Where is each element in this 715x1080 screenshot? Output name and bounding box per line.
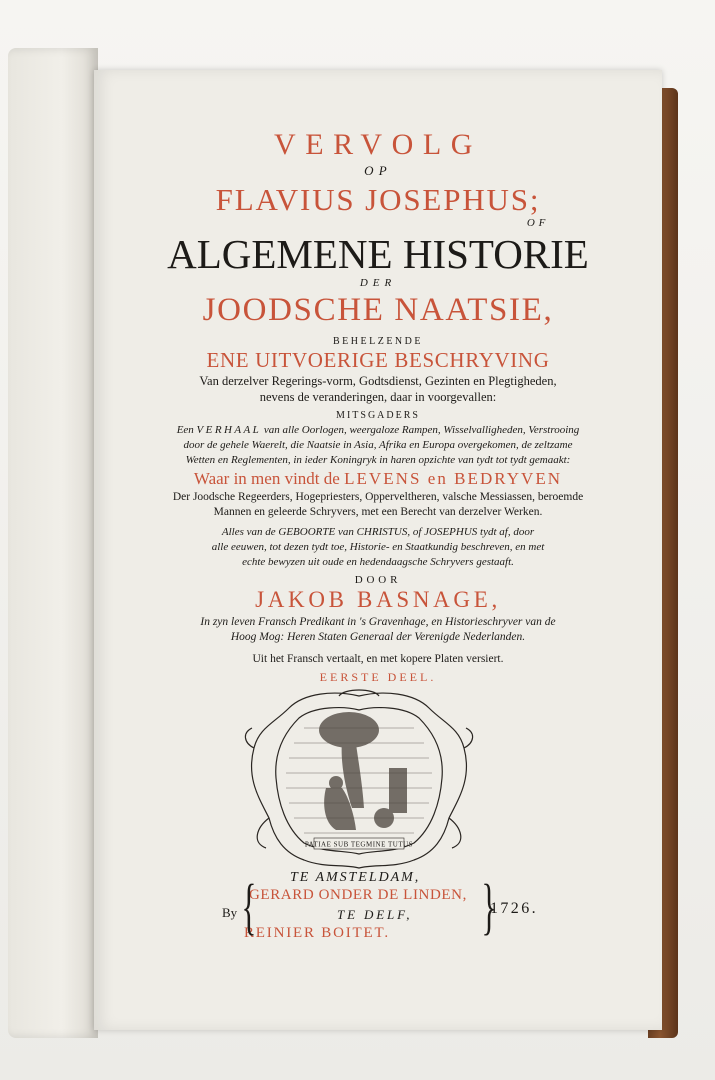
left-brace: { xyxy=(241,873,257,941)
verhaal-line xyxy=(94,424,662,436)
verhaal-line-2: door de gehele Waerelt, die Naatsie in Asia, Afrika en Europa overgekomen, de zeltzame xyxy=(183,439,573,451)
title-vervolg: VERVOLG xyxy=(273,128,483,161)
geboorte-line-1: Alles van de GEBOORTE van CHRISTUS, of JOSEPHUS tydt af, door xyxy=(221,526,535,538)
subtitle-line-2: nevens de veranderingen, daar in voorgevallen: xyxy=(259,390,497,404)
subtitle-line-1: Van derzelver Regerings-vorm, Godtsdienst, Gezinten en Plegtigheden, xyxy=(199,374,557,388)
geboorte-line-2: alle eeuwen, tot dezen tydt toe, Historie- en Staatkundig beschreven, en met xyxy=(211,541,545,553)
levens-line xyxy=(94,469,662,489)
title-page xyxy=(94,70,662,1030)
left-page xyxy=(8,48,98,1038)
title-der: DER xyxy=(359,277,397,289)
imprint-city-amsterdam: TE AMSTELDAM, xyxy=(290,870,421,885)
verhaal-prefix: Een xyxy=(176,424,194,436)
title-behelzende: BEHELZENDE xyxy=(333,336,423,347)
title-mitsgaders: MITSGADERS xyxy=(336,410,420,421)
levens-bedryven: LEVENS en BEDRYVEN xyxy=(344,469,563,488)
imprint-city-delf: TE DELF, xyxy=(337,907,413,922)
title-beschryving: ENE UITVOERIGE BESCHRYVING xyxy=(206,348,550,372)
title-op: OP xyxy=(364,163,392,178)
geboorte-line-3: echte bewyzen uit oude en hedendaagsche Schryvers gestaaft. xyxy=(242,556,514,568)
author-description-1: In zyn leven Fransch Predikant in 's Gravenhage, en Historieschryver van de xyxy=(200,616,556,628)
title-door: DOOR xyxy=(354,574,402,586)
levens-prefix: Waar in men vindt de xyxy=(193,469,340,488)
title-of: OF xyxy=(526,217,550,229)
translation-note: Uit het Fransch vertaalt, en met kopere Platen versiert. xyxy=(252,653,504,665)
imprint-year: 1726. xyxy=(490,900,538,917)
title-flavius-josephus: FLAVIUS JOSEPHUS; xyxy=(215,182,541,217)
imprint-printer-linden: GERARD ONDER DE LINDEN, xyxy=(249,887,467,903)
engraved-vignette xyxy=(244,688,474,878)
verhaal-rest: van alle Oorlogen, weergaloze Rampen, Wisselvalligheden, Verstrooing xyxy=(263,424,580,436)
imprint-by: By xyxy=(222,905,238,920)
imprint-printer-boitet: REINIER BOITET. xyxy=(244,925,390,941)
verhaal-line-3: Wetten en Reglementen, in ieder Koningryk in haren opzichte van tydt tot tydt gemaakt: xyxy=(185,454,571,466)
volume-label: EERSTE DEEL. xyxy=(319,670,437,684)
regeerders-line-1: Der Joodsche Regeerders, Hogepriesters, Opperveltheren, valsche Messiassen, beroemde xyxy=(172,491,584,503)
open-book xyxy=(8,48,668,1038)
right-brace: } xyxy=(481,873,497,941)
vignette-motto: PATIAE SUB TEGMINE TUTUS xyxy=(304,840,414,849)
title-algemene-historie: ALGEMENE HISTORIE xyxy=(167,231,589,277)
regeerders-line-2: Mannen en geleerde Schryvers, met een Berecht van derzelver Werken. xyxy=(213,506,543,518)
author-name: JAKOB BASNAGE, xyxy=(255,587,501,612)
verhaal-word: VERHAAL xyxy=(196,424,262,436)
title-joodsche-naatsie: JOODSCHE NAATSIE, xyxy=(202,292,554,328)
author-description-2: Hoog Mog: Heren Staten Generaal der Verenigde Nederlanden. xyxy=(230,631,526,643)
